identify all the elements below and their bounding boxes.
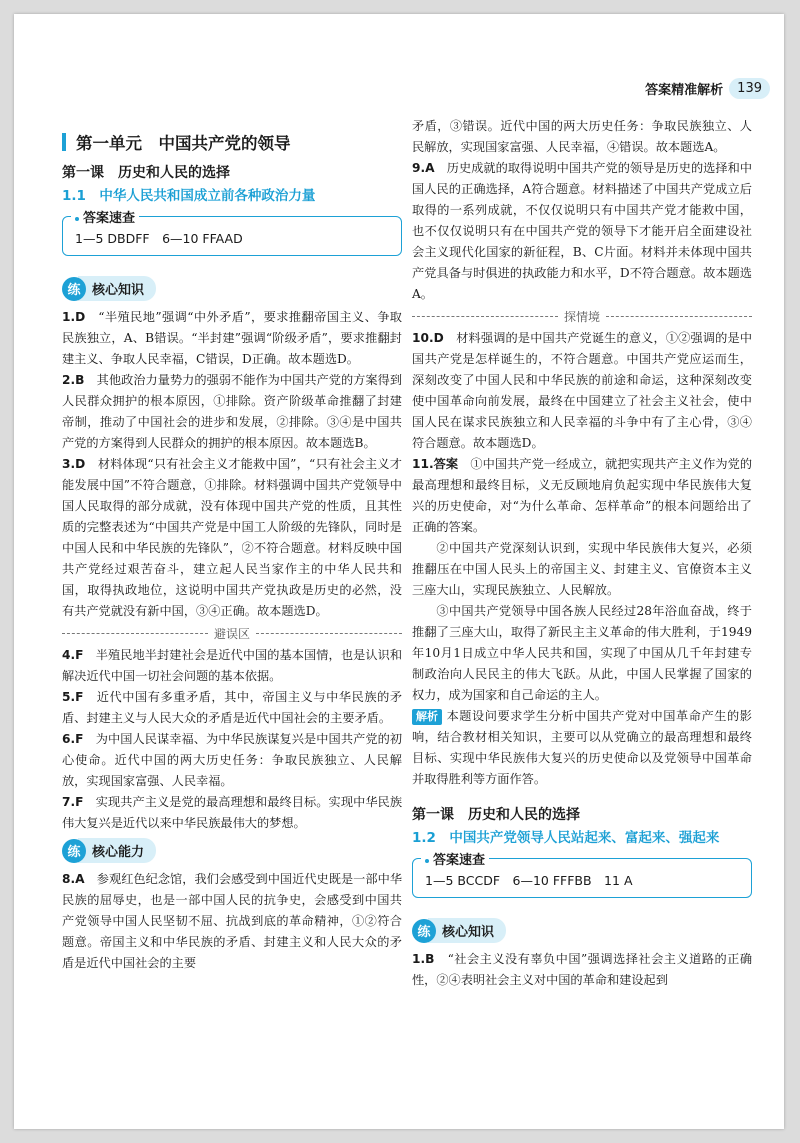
practice-icon: 练 — [62, 277, 86, 301]
answer-item: 7.F 实现共产主义是党的最高理想和最终目标。实现中华民族伟大复兴是近代以来中华民族最伟大的梦想。 — [62, 795, 403, 830]
answer-item-continued: 矛盾，③错误。近代中国的两大历史任务：争取民族独立、人民解放，实现国家富强、人民幸福，④错误。故本题选A。 — [412, 119, 752, 154]
unit-title — [62, 130, 402, 154]
divider-explore-context — [412, 308, 752, 325]
answer-item: 10.D 材料强调的是中国共产党诞生的意义，①②强调的是中国共产党是怎样诞生的，不符合题意。中国共产党应运而生，深刻改变了中国人民和中华民族的前途和命运，这种深刻改变使中国革命向前发展，最终在中国建立了社会主义社会，使中国人民在谋求民族独立和人民幸福的斗争中有了主心骨，③④符合题意。故本题选D。 — [412, 331, 753, 450]
answer-paragraph: ②中国共产党深刻认识到，实现中华民族伟大复兴，必须推翻压在中国人民头上的帝国主义、封建主义、官僚资本主义三座大山，实现民族独立、人民解放。 — [412, 541, 752, 597]
answer-item: 1.D “半殖民地”强调“中外矛盾”，要求推翻帝国主义、争取民族独立，A、B错误。“半封建”强调“阶级矛盾”，要求推翻封建主义、争取人民幸福，C错误，D正确。故本题选D。 — [62, 310, 402, 366]
analysis-tag: 解析 — [412, 709, 442, 725]
page-header — [645, 74, 770, 102]
answer-box-content: 1—5 DBDFF 6—10 FFAAD — [75, 231, 243, 246]
lesson-title: 第一课 历史和人民的选择 — [62, 165, 230, 181]
answer-quick-check — [62, 211, 402, 256]
header-title: 答案精准解析 — [645, 82, 724, 98]
analysis-paragraph: 解析 本题设问要求学生分析中国共产党对中国革命产生的影响，结合教材相关知识，主要可以从党确立的最高理想和最终目标、实现中华民族伟大复兴的历史使命以及党领导中国革命并取得胜利等方面作答。 — [412, 709, 752, 786]
document-page — [14, 14, 784, 1129]
answer-box-tag: 答案速查 — [71, 207, 139, 226]
badge-label: 核心知识 — [78, 276, 156, 301]
practice-icon: 练 — [412, 919, 436, 943]
practice-icon: 练 — [62, 839, 86, 863]
answer-quick-check — [412, 853, 752, 898]
answer-box-tag: 答案速查 — [421, 849, 489, 868]
section-title: 1.1 中华人民共和国成立前各种政治力量 — [62, 188, 316, 204]
answer-item: 3.D 材料体现“只有社会主义才能救中国”，“只有社会主义才能发展中国”不符合题意，①排除。材料强调中国共产党领导中国人民取得的部分成就，没有体现中国共产党的性质，且其性质的完整表述为“中国共产党是中国工人阶级的先锋队，同时是中国人民和中华民族的先锋队”，②不符合题意。材料反映中国共产党经过艰苦奋斗，建立起人民当家作主的中华人民共和国，取得执政地位，这说明中国共产党执政是历史的必然，没有共产党就没有新中国，③④正确。故本题选D。 — [62, 457, 402, 618]
section-title: 1.2 中国共产党领导人民站起来、富起来、强起来 — [412, 830, 720, 846]
unit-title-text: 第一单元 中国共产党的领导 — [76, 134, 291, 153]
answer-paragraph: ③中国共产党领导中国各族人民经过28年浴血奋战，终于推翻了三座大山，取得了新民主主义革命的伟大胜利，于1949年10月1日成立中华人民共和国，实现了中国从几千年封建专制政治向人民民主的伟大飞跃。从此，中国人民掌握了国家的权力，成为国家和自己命运的主人。 — [412, 604, 752, 702]
section-badge-core-ability — [62, 838, 156, 863]
badge-label: 核心知识 — [428, 918, 506, 943]
right-column — [412, 116, 752, 991]
answer-item: 2.B 其他政治力量势力的强弱不能作为中国共产党的方案得到人民群众拥护的根本原因，①排除。资产阶级革命推翻了封建帝制，推动了中国社会的进步和发展，②排除。③④是中国共产党的方案得到人民群众的拥护的根本原因。故本题选B。 — [62, 373, 403, 450]
lesson-title: 第一课 历史和人民的选择 — [412, 807, 580, 823]
answer-item: 8.A 参观红色纪念馆，我们会感受到中国近代史既是一部中华民族的屈辱史，也是一部中国人民的抗争史，会感受到中国共产党领导中国人民坚韧不屈、抗战到底的革命精神，①②符合题意。帝国主义和中华民族的矛盾、封建主义和人民大众的矛盾是近代中国社会的主要 — [62, 872, 403, 970]
divider-label: 探情境 — [564, 310, 601, 324]
answer-item: 4.F 半殖民地半封建社会是近代中国的基本国情，也是认识和解决近代中国一切社会问题的基本依据。 — [62, 648, 403, 683]
divider-avoid-mistakes — [62, 625, 402, 642]
badge-label: 核心能力 — [78, 838, 156, 863]
section-badge-core-knowledge — [412, 918, 506, 943]
answer-item: 1.B “社会主义没有辜负中国”强调选择社会主义道路的正确性，②④表明社会主义对中国的革命和建设起到 — [412, 952, 753, 987]
answer-item: 9.A 历史成就的取得说明中国共产党的领导是历史的选择和中国人民的正确选择，A符合题意。材料描述了中国共产党成立后取得的一系列成就，不仅仅说明只有中国共产党才能救中国，也不仅仅说明只有在中国共产党的领导下才能开启全面建设社会主义现代化国家的新征程，B、C片面。材料并未体现中国共产党具备与时俱进的执政能力和水平，D不符合题意。故本题选A。 — [412, 161, 753, 301]
section-badge-core-knowledge — [62, 276, 156, 301]
title-bar-icon — [62, 133, 66, 151]
answer-item: 6.F 为中国人民谋幸福、为中华民族谋复兴是中国共产党的初心使命。近代中国的两大历史任务：争取民族独立、人民解放，实现国家富强、人民幸福。 — [62, 732, 403, 788]
answer-box-content: 1—5 BCCDF 6—10 FFFBB 11 A — [425, 873, 633, 888]
divider-label: 避误区 — [214, 627, 251, 641]
left-column — [62, 124, 402, 974]
answer-item: 5.F 近代中国有多重矛盾，其中，帝国主义与中华民族的矛盾、封建主义与人民大众的矛盾是近代中国社会的主要矛盾。 — [62, 690, 403, 725]
answer-item: 11.答案 ①中国共产党一经成立，就把实现共产主义作为党的最高理想和最终目标，义无反顾地肩负起实现中华民族伟大复兴的历史使命，对“为什么革命、怎样革命”的根本问题给出了正确的答案。 — [412, 457, 753, 534]
page-number: 139 — [729, 78, 770, 99]
